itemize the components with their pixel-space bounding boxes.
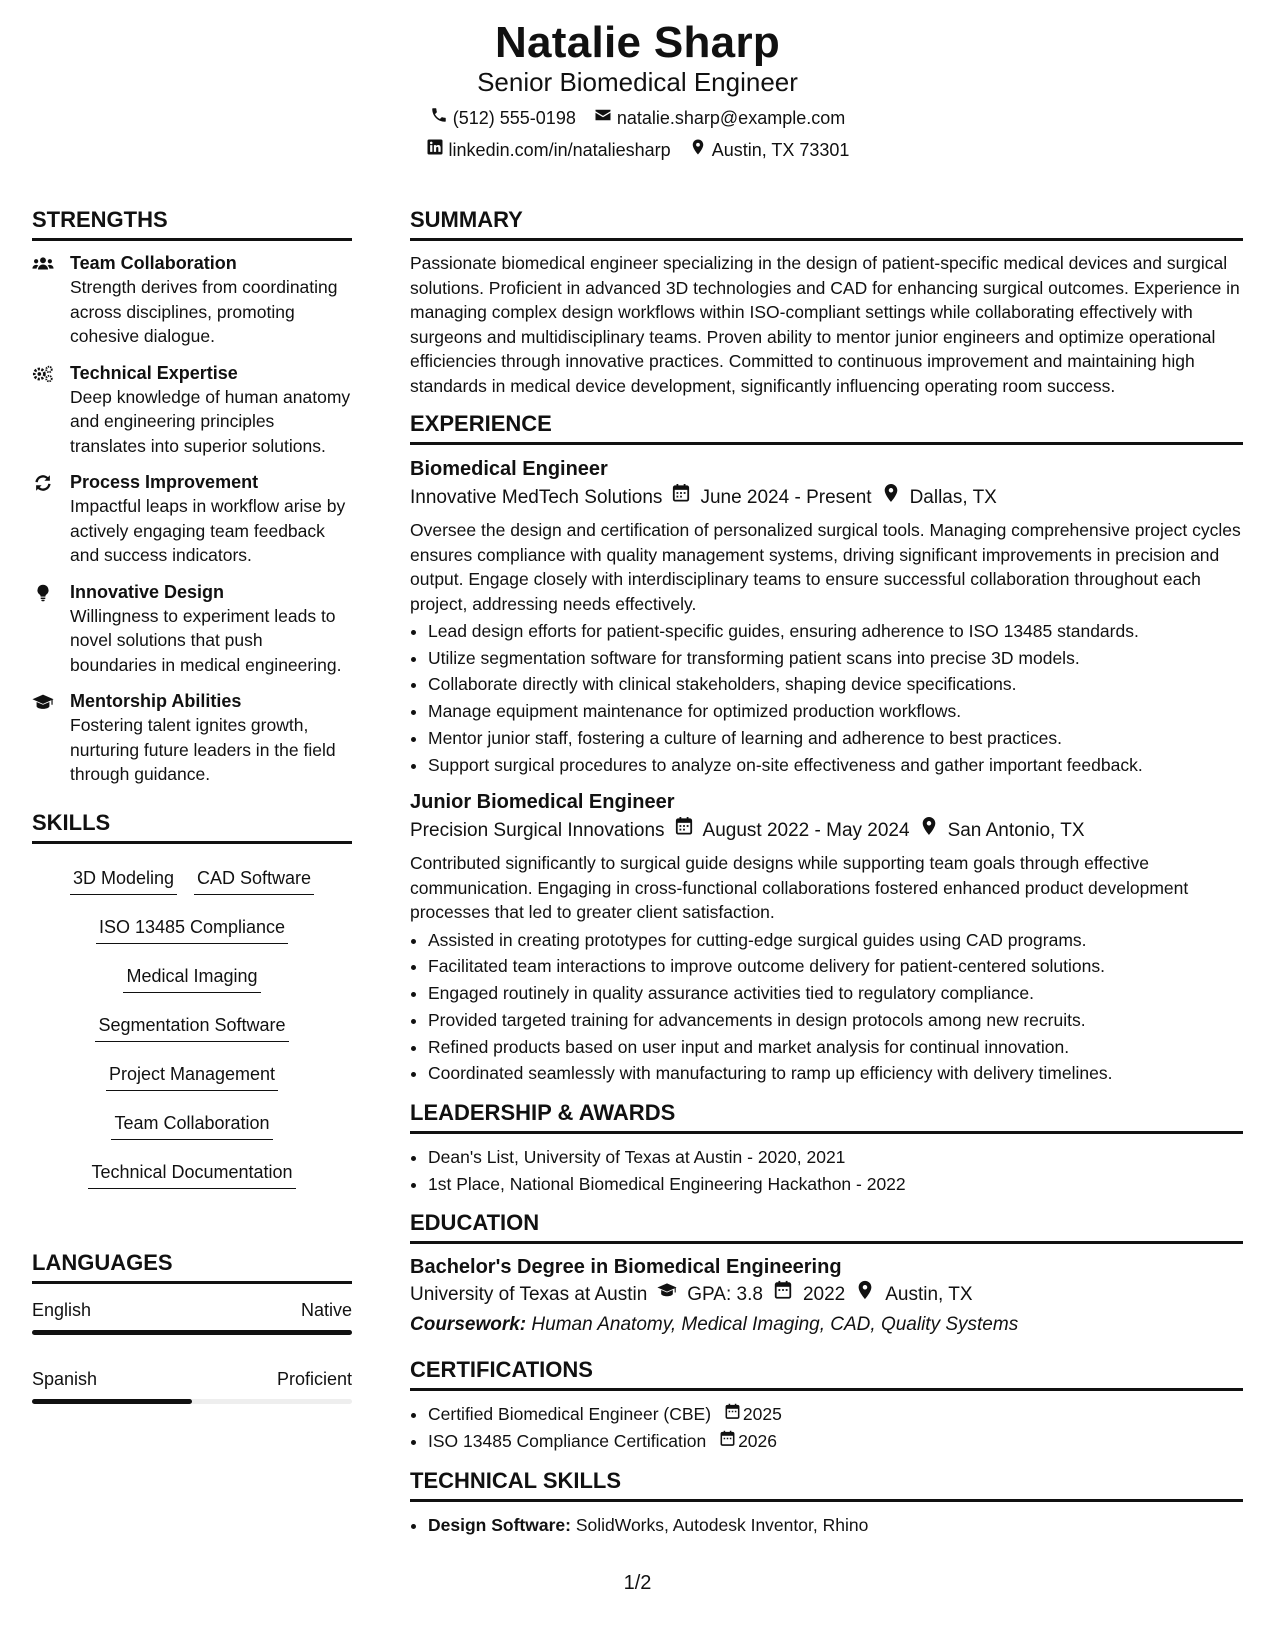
skill-tag: Team Collaboration <box>111 1111 272 1140</box>
job-title: Biomedical Engineer <box>410 458 608 480</box>
strength-desc: Fostering talent ignites growth, nurturing future leaders in the field through guidance. <box>70 715 336 784</box>
school-location: Austin, TX <box>885 1284 973 1306</box>
graduation-cap-icon <box>657 1280 677 1310</box>
list-item: • Engaged routinely in quality assurance activities tied to regulatory compliance. <box>428 980 1243 1007</box>
linkedin-link[interactable]: linkedin.com/in/nataliesharp <box>448 139 671 160</box>
language-name: English <box>32 1299 92 1320</box>
skills-row <box>32 964 352 993</box>
gears-icon <box>32 361 58 459</box>
technical-skills-list <box>410 1512 1243 1539</box>
skills-row <box>32 1111 352 1140</box>
job-dates: August 2022 - May 2024 <box>702 819 910 841</box>
job-bullets <box>410 927 1243 1087</box>
certifications-list <box>410 1401 1243 1454</box>
strength-title: Process Improvement <box>70 472 259 492</box>
candidate-name: Natalie Sharp <box>494 18 781 67</box>
lightbulb-icon <box>32 580 58 678</box>
graduation-cap-icon <box>32 689 58 787</box>
job-company: Precision Surgical Innovations <box>410 819 665 841</box>
job-entry <box>410 455 1243 778</box>
coursework-line <box>410 1310 1243 1340</box>
skills-row <box>32 866 352 895</box>
language-bar <box>32 1399 352 1404</box>
experience-heading: EXPERIENCE <box>410 410 1243 445</box>
awards-heading: LEADERSHIP & AWARDS <box>410 1099 1243 1134</box>
job-location: Dallas, TX <box>909 486 997 508</box>
list-item: • Facilitated team interactions to improve outcome delivery for patient-centered solutions. <box>428 953 1243 980</box>
map-marker-icon <box>689 138 707 162</box>
email-link[interactable]: natalie.sharp@example.com <box>616 107 846 128</box>
candidate-title: Senior Biomedical Engineer <box>477 66 798 97</box>
skills-row <box>32 915 352 944</box>
language-item <box>32 1367 352 1404</box>
email-contact[interactable] <box>594 106 845 130</box>
language-bar-fill <box>32 1399 192 1404</box>
right-column <box>410 206 1243 1538</box>
tech-skill-label: Design Software: <box>428 1514 571 1535</box>
skill-tag: Medical Imaging <box>123 964 260 993</box>
left-column <box>32 206 352 1404</box>
strength-item <box>32 580 352 678</box>
contact-row-1 <box>0 106 1275 130</box>
skills-row <box>32 1062 352 1091</box>
list-item <box>428 1401 1243 1428</box>
strength-item <box>32 361 352 459</box>
strength-desc: Deep knowledge of human anatomy and engineering principles translates into superior solutions. <box>70 386 351 456</box>
strength-item <box>32 470 352 568</box>
users-icon <box>32 251 58 349</box>
list-item: • Lead design efforts for patient-specific guides, ensuring adherence to ISO 13485 standards. <box>428 618 1243 645</box>
degree-title: Bachelor's Degree in Biomedical Engineering <box>410 1256 842 1279</box>
map-marker-icon <box>855 1280 875 1310</box>
tech-skill-value: SolidWorks, Autodesk Inventor, Rhino <box>575 1514 869 1535</box>
strength-desc: Strength derives from coordinating across disciplines, promoting cohesive dialogue. <box>70 277 338 346</box>
language-level: Native <box>300 1299 352 1320</box>
skills-row <box>32 1013 352 1042</box>
cert-year: 2025 <box>742 1404 782 1425</box>
job-location: San Antonio, TX <box>947 819 1085 841</box>
skill-tag: ISO 13485 Compliance <box>96 915 288 944</box>
list-item: • Utilize segmentation software for transforming patient scans into precise 3D models. <box>428 645 1243 672</box>
job-description: Oversee the design and certification of personalized surgical tools. Managing comprehensive project cycles ensures compliance with quality management systems, driving significant improvements in precision and output. Engage closely with interdisciplinary teams to ensure successful collaboration throughout each project, addressing needs effectively. <box>410 520 1241 614</box>
contact-row-2 <box>0 138 1275 162</box>
calendar-icon <box>719 1428 736 1455</box>
list-item: • Collaborate directly with clinical stakeholders, shaping device specifications. <box>428 671 1243 698</box>
phone-icon <box>430 106 448 130</box>
sync-icon <box>32 470 58 568</box>
language-name: Spanish <box>32 1368 98 1389</box>
cert-year-group <box>724 1401 782 1428</box>
skill-tag: Segmentation Software <box>95 1013 288 1042</box>
resume-header <box>0 18 1275 162</box>
strength-item <box>32 251 352 349</box>
phone-contact <box>430 106 576 130</box>
calendar-icon <box>672 483 690 512</box>
list-item: • Assisted in creating prototypes for cutting-edge surgical guides using CAD programs. <box>428 927 1243 954</box>
skills-list <box>32 854 352 1223</box>
cert-year: 2026 <box>738 1431 778 1452</box>
education-entry <box>410 1254 1243 1340</box>
cert-name: ISO 13485 Compliance Certification <box>428 1431 707 1452</box>
phone-text: (512) 555-0198 <box>452 107 576 128</box>
map-marker-icon <box>920 816 938 845</box>
summary-heading: SUMMARY <box>410 206 1243 241</box>
job-company: Innovative MedTech Solutions <box>410 486 663 508</box>
education-meta <box>410 1280 1243 1310</box>
calendar-icon <box>675 816 693 845</box>
strength-item <box>32 689 352 787</box>
job-description: Contributed significantly to surgical guide designs while supporting team goals through effective communication. Engaging in cross-functional collaborations fostered enhanced product development processes that led to greater client satisfaction. <box>410 853 1189 923</box>
skills-row <box>32 1160 352 1189</box>
awards-list <box>410 1144 1243 1197</box>
strength-title: Mentorship Abilities <box>70 691 242 711</box>
language-bar-fill <box>32 1330 352 1335</box>
job-bullets <box>410 618 1243 778</box>
list-item <box>428 1428 1243 1455</box>
school-name: University of Texas at Austin <box>410 1284 648 1306</box>
list-item: • 1st Place, National Biomedical Engineering Hackathon - 2022 <box>428 1171 1243 1198</box>
location-contact <box>689 138 850 162</box>
gpa-text: GPA: 3.8 <box>687 1284 763 1306</box>
list-item: • Dean's List, University of Texas at Austin - 2020, 2021 <box>428 1144 1243 1171</box>
strength-desc: Willingness to experiment leads to novel solutions that push boundaries in medical engineering. <box>70 605 342 675</box>
language-bar <box>32 1330 352 1335</box>
map-marker-icon <box>882 483 900 512</box>
page-number: 1/2 <box>623 1572 652 1594</box>
skills-heading: SKILLS <box>32 809 352 844</box>
location-text: Austin, TX 73301 <box>711 139 850 160</box>
job-meta <box>410 816 1243 845</box>
language-level: Proficient <box>276 1368 352 1389</box>
job-meta <box>410 483 1243 512</box>
job-dates: June 2024 - Present <box>700 486 872 508</box>
calendar-icon <box>773 1280 793 1310</box>
languages-heading: LANGUAGES <box>32 1249 352 1284</box>
strength-title: Innovative Design <box>70 581 225 602</box>
coursework-label: Coursework: <box>410 1314 527 1336</box>
coursework-text: Human Anatomy, Medical Imaging, CAD, Quality Systems <box>531 1314 1019 1336</box>
list-item: • Refined products based on user input and market analysis for continual innovation. <box>428 1034 1243 1061</box>
strength-title: Technical Expertise <box>70 362 238 383</box>
list-item: • Manage equipment maintenance for optimized production workflows. <box>428 698 1243 725</box>
summary-text: Passionate biomedical engineer specializing in the design of patient-specific medical devices and surgical solutions. Proficient in advanced 3D technologies and CAD for enhancing surgical outcomes. Experience in managing complex design workflows within ISO-compliant settings while collaborating effectively with surgeons and multidisciplinary teams. Proven ability to mentor junior engineers and optimize operational efficiencies through innovative practices. Committed to continuous improvement and maintaining high standards in medical device development, significantly influencing operating room success. <box>410 253 1240 396</box>
skill-tag: Project Management <box>106 1062 278 1091</box>
list-item: • Provided targeted training for advancements in design protocols among new recruits. <box>428 1007 1243 1034</box>
list-item <box>428 1512 1243 1539</box>
skill-tag: Technical Documentation <box>88 1160 295 1189</box>
strengths-heading: STRENGTHS <box>32 206 352 241</box>
skill-tag: CAD Software <box>194 866 314 895</box>
technical-skills-heading: TECHNICAL SKILLS <box>410 1467 1243 1502</box>
job-title: Junior Biomedical Engineer <box>410 791 675 814</box>
envelope-icon <box>594 106 612 130</box>
calendar-icon <box>724 1401 741 1428</box>
linkedin-icon <box>426 138 444 162</box>
list-item: • Mentor junior staff, fostering a culture of learning and adherence to best practices. <box>428 725 1243 752</box>
job-entry <box>410 788 1243 1087</box>
education-heading: EDUCATION <box>410 1209 1243 1244</box>
strength-title: Team Collaboration <box>70 253 237 273</box>
linkedin-contact[interactable] <box>426 138 671 162</box>
list-item: • Support surgical procedures to analyze on-site effectiveness and gather important feedback. <box>428 752 1243 779</box>
cert-name: Certified Biomedical Engineer (CBE) <box>428 1404 712 1425</box>
list-item: • Coordinated seamlessly with manufacturing to ramp up efficiency with delivery timelines. <box>428 1060 1243 1087</box>
language-item <box>32 1298 352 1335</box>
strength-desc: Impactful leaps in workflow arise by actively engaging team feedback and success indicators. <box>70 496 346 565</box>
skill-tag: 3D Modeling <box>70 866 177 895</box>
cert-year-group <box>719 1428 777 1455</box>
graduation-year: 2022 <box>802 1284 846 1306</box>
certifications-heading: CERTIFICATIONS <box>410 1356 1243 1391</box>
